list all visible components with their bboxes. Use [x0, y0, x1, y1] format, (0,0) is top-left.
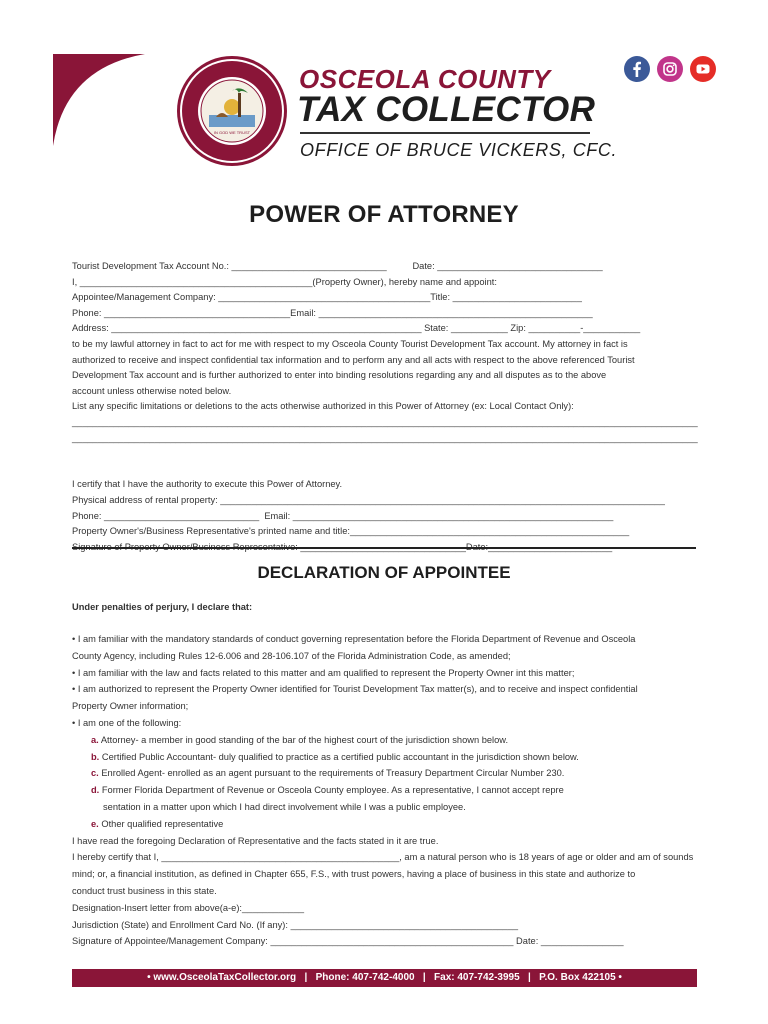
option-text: Attorney- a member in good standing of the bar of the highest court of the jurisdiction shown below.	[98, 734, 509, 745]
poa-line: Tourist Development Tax Account No.: ______________________________ Date: ________________________________	[72, 261, 603, 271]
brand-subtitle: OFFICE OF BRUCE VICKERS, CFC.	[300, 140, 618, 160]
declaration-line: Signature of Appointee/Management Company: _______________________________________________ Date: ________________	[72, 936, 624, 947]
option-text: Enrolled Agent- enrolled as an agent pursuant to the requirements of Treasury Department Circular Number 230.	[98, 768, 565, 779]
footer-contact-bar: • www.OsceolaTaxCollector.org | Phone: 407-742-4000 | Fax: 407-742-3995 | P.O. Box 422105 •	[72, 969, 697, 987]
option-text: Certified Public Accountant- duly qualified to practice as a certified public accountant in the jurisdiction shown below.	[99, 751, 579, 762]
poa-line: _________________________________________________________________________________________________________________________	[72, 417, 698, 427]
declaration-line: • I am familiar with the law and facts related to this matter and am qualified to represent the Property Owner int this matter;	[72, 667, 575, 678]
youtube-icon[interactable]	[690, 56, 716, 82]
declaration-title: DECLARATION OF APPOINTEE	[257, 563, 511, 582]
declaration-lead: Under penalties of perjury, I declare that:	[72, 602, 253, 612]
appointee-option	[91, 734, 508, 746]
option-letter: d.	[91, 785, 100, 796]
poa-line: to be my lawful attorney in fact to act for me with respect to my Osceola County Tourist Development Tax account. My attorney in fact is	[72, 339, 628, 349]
declaration-line: County Agency, including Rules 12-6.006 and 28-106.107 of the Florida Administration Code, as amended;	[72, 650, 511, 661]
option-text: sentation in a matter upon which I had direct involvement while I was a public employee.	[103, 802, 466, 812]
appointee-option	[91, 818, 223, 830]
option-letter: a.	[91, 734, 99, 745]
poa-line: Phone: ____________________________________Email: _____________________________________________________	[72, 307, 593, 318]
poa-line: Physical address of rental property: ______________________________________________________________________________________	[72, 495, 665, 505]
declaration-line: Property Owner information;	[72, 701, 189, 712]
declaration-line: I hereby certify that I, ______________________________________________, am a natural person who is 18 years of age or older and am of sounds	[72, 852, 694, 863]
appointee-option	[91, 784, 564, 796]
poa-line: Property Owner's/Business Representative's printed name and title:______________________________________________________	[72, 526, 630, 537]
option-letter: e.	[91, 818, 99, 829]
poa-line: Development Tax account and is further authorized to enter into binding resolutions regarding any and all disputes as to the above	[72, 370, 607, 381]
appointee-option	[91, 767, 564, 779]
option-letter: b.	[91, 751, 100, 762]
poa-line: _________________________________________________________________________________________________________________________	[72, 432, 698, 443]
appointee-option	[91, 751, 579, 763]
page-title: POWER OF ATTORNEY	[249, 201, 519, 228]
svg-text:IN GOD WE TRUST: IN GOD WE TRUST	[213, 130, 251, 135]
option-text: Other qualified representative	[98, 818, 224, 829]
brand-title: TAX COLLECTOR	[297, 90, 596, 129]
poa-line: I certify that I have the authority to execute this Power of Attorney.	[72, 479, 343, 490]
county-seal	[176, 55, 288, 167]
poa-line: List any specific limitations or deletions to the acts otherwise authorized in this Power of Attorney (ex: Local Contact Only):	[72, 401, 574, 412]
declaration-line: Jurisdiction (State) and Enrollment Card No. (If any): ____________________________________________	[72, 919, 519, 930]
declaration-line: • I am familiar with the mandatory standards of conduct governing representation before the Florida Department of Revenue and Osceola	[72, 634, 636, 644]
poa-line: account unless otherwise noted below.	[72, 385, 232, 396]
declaration-line: Designation-Insert letter from above(a-e):____________	[72, 902, 305, 913]
section-divider	[72, 547, 696, 549]
declaration-line: • I am one of the following:	[72, 718, 182, 728]
declaration-line: mind; or, a financial institution, as defined in Chapter 655, F.S., with trust powers, having a place of business in this state and authorize to	[72, 869, 636, 880]
declaration-line: • I am authorized to represent the Property Owner identified for Tourist Development Tax matter(s), and to receive and inspect confidential	[72, 684, 638, 695]
poa-line: I, _____________________________________________(Property Owner), hereby name and appoint:	[72, 276, 497, 287]
declaration-line: I have read the foregoing Declaration of Representative and the facts stated in it are true.	[72, 835, 439, 846]
poa-line: Phone: ______________________________ Email: ______________________________________________________________	[72, 510, 614, 521]
instagram-icon[interactable]	[657, 56, 683, 82]
facebook-icon[interactable]	[624, 56, 650, 82]
poa-line: Address: ____________________________________________________________ State: ___________ Zip: __________-___________	[72, 323, 641, 334]
brand-county: OSCEOLA COUNTY	[299, 64, 551, 94]
poa-line: Appointee/Management Company: _________________________________________Title: _________________________	[72, 292, 582, 303]
declaration-line: conduct trust business in this state.	[72, 886, 217, 896]
option-text: Former Florida Department of Revenue or Osceola County employee. As a representative, I cannot accept repre	[99, 785, 564, 796]
poa-line: authorized to receive and inspect confidential tax information and to perform any and all acts with respect to the above referenced Tourist	[72, 354, 635, 365]
appointee-option	[103, 801, 466, 813]
corner-decoration	[53, 54, 145, 146]
option-letter: c.	[91, 768, 99, 779]
brand-rule	[300, 132, 590, 134]
